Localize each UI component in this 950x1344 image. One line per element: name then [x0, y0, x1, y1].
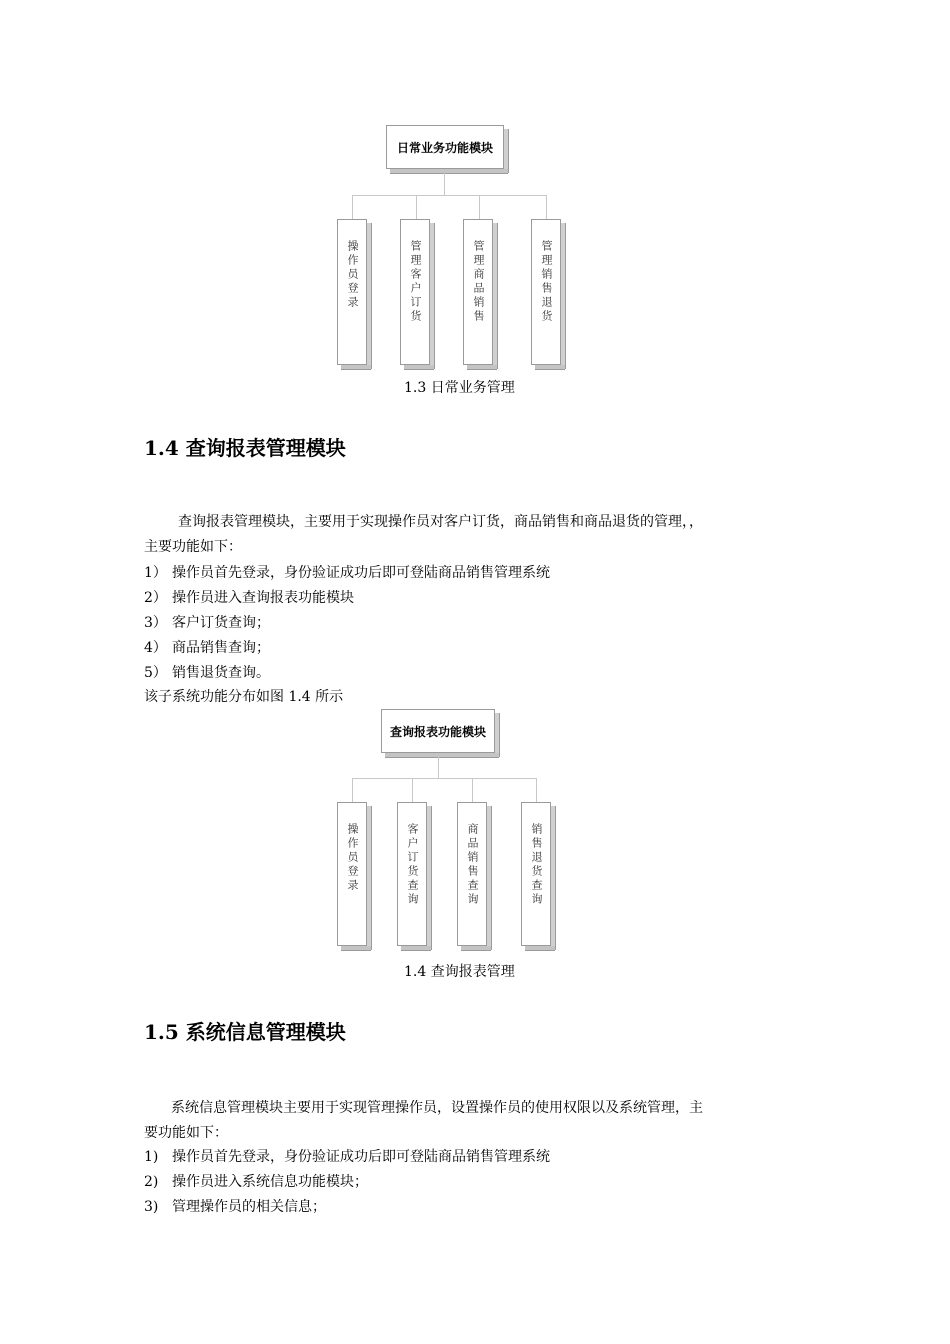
diagram2-trunk-line [438, 757, 439, 778]
diagram2-drop-3 [472, 778, 473, 802]
diagram2-child-label-4: 销售退货查询 [530, 823, 543, 907]
list-number: 1） [144, 565, 167, 581]
list-text: 商品销售查询； [172, 640, 270, 656]
section14-list-item-5 [144, 662, 270, 682]
diagram1-drop-1 [352, 195, 353, 219]
section14-note: 该子系统功能分布如图 1.4 所示 [144, 689, 344, 705]
diagram1-root-label: 日常业务功能模块 [396, 140, 493, 155]
diagram2-child-label-1: 操作员登录 [346, 823, 359, 893]
diagram1-caption: 1.3 日常业务管理 [404, 380, 515, 396]
section14-list-item-4 [144, 637, 270, 657]
list-text: 客户订货查询； [172, 615, 270, 631]
list-text: 销售退货查询。 [172, 665, 270, 681]
diagram2-child-label-2: 客户订货查询 [406, 823, 419, 907]
diagram1-root-box [386, 125, 508, 173]
section14-list-item-1 [144, 562, 550, 582]
diagram2-child-label-3: 商品销售查询 [466, 823, 479, 907]
diagram2-child-box-3 [457, 802, 491, 950]
section15-list-item-1 [144, 1146, 550, 1166]
section14-heading: 1.4 查询报表管理模块 [144, 436, 346, 460]
list-number: 2） [144, 590, 167, 606]
diagram2-root-label: 查询报表功能模块 [389, 724, 486, 739]
diagram2-drop-1 [352, 778, 353, 802]
diagram1-branch-line [352, 195, 546, 196]
section14-paragraph [144, 510, 814, 560]
list-number: 3) [144, 1199, 159, 1215]
section15-para-line2: 要功能如下： [144, 1125, 228, 1141]
section14-list-item-2 [144, 587, 354, 607]
section14-list-item-3 [144, 612, 270, 632]
section14-para-line1: 查询报表管理模块，主要用于实现操作员对客户订货，商品销售和商品退货的管理，， [178, 514, 703, 530]
list-text: 操作员首先登录，身份验证成功后即可登陆商品销售管理系统 [172, 565, 550, 581]
list-number: 1) [144, 1149, 159, 1165]
section15-para-line1: 系统信息管理模块主要用于实现管理操作员，设置操作员的使用权限以及系统管理，主 [171, 1100, 703, 1116]
diagram1-drop-2 [416, 195, 417, 219]
section15-paragraph [144, 1096, 814, 1146]
diagram1-child-label-4: 管理销售退货 [540, 240, 553, 324]
diagram2-child-box-2 [397, 802, 431, 950]
list-number: 2) [144, 1174, 159, 1190]
diagram1-child-label-2: 管理客户订货 [409, 240, 422, 324]
diagram2-child-box-4 [521, 802, 555, 950]
list-text: 操作员进入查询报表功能模块 [172, 590, 354, 606]
diagram1-child-box-3 [463, 219, 497, 369]
section14-para-line2: 主要功能如下： [144, 539, 242, 555]
section15-list-item-2 [144, 1171, 368, 1191]
diagram1-child-box-4 [531, 219, 565, 369]
diagram2-child-box-1 [337, 802, 371, 950]
list-text: 管理操作员的相关信息； [172, 1199, 326, 1215]
list-number: 5） [144, 665, 167, 681]
diagram2-drop-2 [412, 778, 413, 802]
list-number: 4） [144, 640, 167, 656]
section15-heading: 1.5 系统信息管理模块 [144, 1020, 346, 1044]
list-number: 3） [144, 615, 167, 631]
diagram1-child-box-2 [400, 219, 434, 369]
diagram1-trunk-line [444, 173, 445, 195]
diagram2-root-box [381, 709, 499, 757]
diagram1-drop-3 [479, 195, 480, 219]
list-text: 操作员首先登录，身份验证成功后即可登陆商品销售管理系统 [172, 1149, 550, 1165]
diagram1-drop-4 [546, 195, 547, 219]
diagram2-drop-4 [536, 778, 537, 802]
diagram1-child-label-3: 管理商品销售 [472, 240, 485, 324]
diagram2-branch-line [352, 778, 536, 779]
list-text: 操作员进入系统信息功能模块； [172, 1174, 368, 1190]
diagram1-child-box-1 [337, 219, 371, 369]
diagram1-child-label-1: 操作员登录 [346, 240, 359, 310]
section15-list-item-3 [144, 1196, 326, 1216]
diagram2-caption: 1.4 查询报表管理 [404, 964, 515, 980]
